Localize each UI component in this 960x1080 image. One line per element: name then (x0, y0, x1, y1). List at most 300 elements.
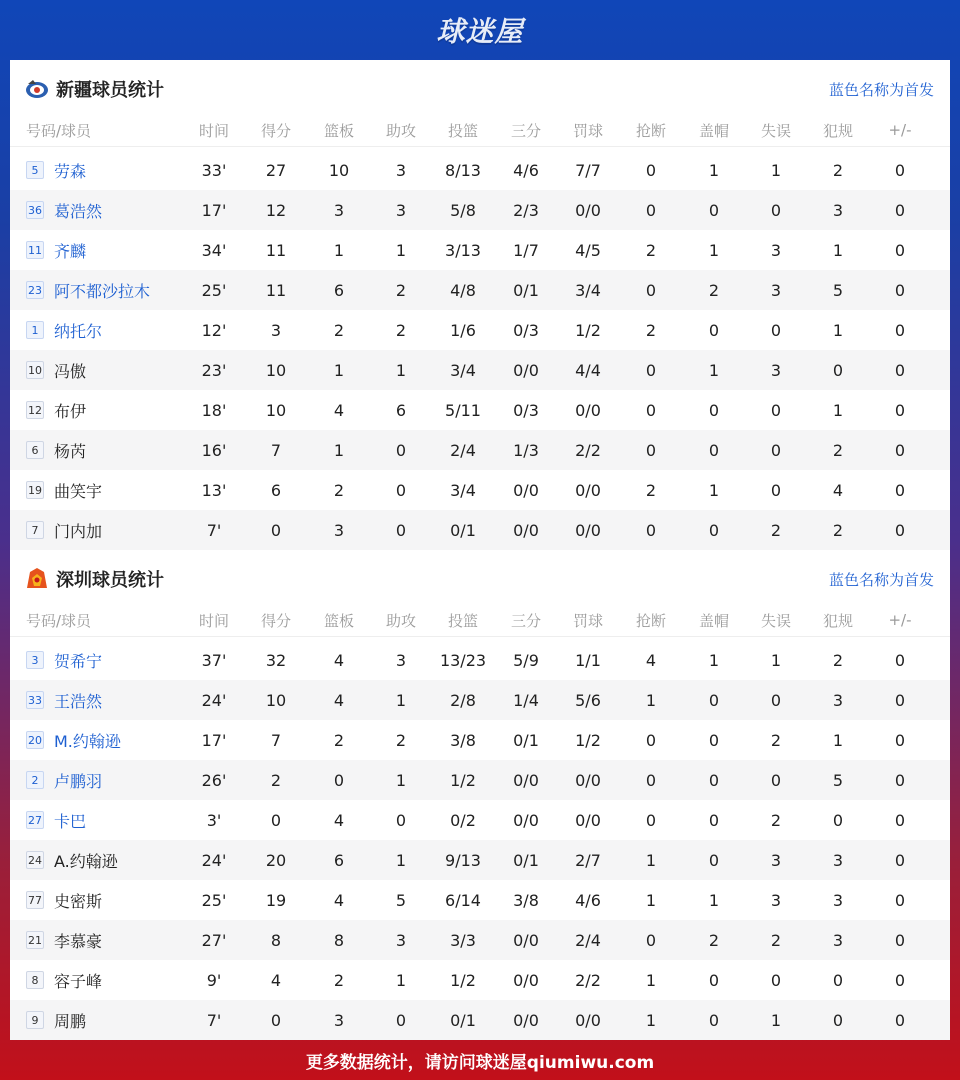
player-cell[interactable] (26, 920, 196, 960)
stat-cell: 0 (894, 240, 906, 260)
stat-cell: 3 (832, 690, 844, 710)
team-name: 新疆球员统计 (56, 80, 164, 101)
player-cell[interactable] (26, 350, 196, 390)
player-row[interactable] (10, 880, 950, 920)
column-header[interactable]: 三分 (510, 121, 541, 140)
stat-cell: 0/1 (450, 1010, 476, 1030)
stat-cell: 2 (770, 810, 782, 830)
stat-cell: 0/1 (513, 280, 539, 300)
column-header[interactable]: 三分 (510, 611, 541, 630)
player-cell[interactable] (26, 840, 196, 880)
column-header-row (10, 114, 950, 147)
jersey-number-badge: 23 (26, 281, 44, 299)
stat-cell: 3/8 (513, 890, 539, 910)
stat-cell: 1 (333, 440, 345, 460)
stat-cell: 25' (201, 890, 227, 910)
stat-cell: 13/23 (439, 650, 487, 670)
stat-cell: 2 (645, 240, 657, 260)
stat-cell: 5 (395, 890, 407, 910)
jersey-number-badge: 8 (26, 971, 44, 989)
stat-cell: 0 (894, 890, 906, 910)
player-name[interactable]: 杨芮 (54, 441, 87, 461)
qiumiwu-logo: 球迷屋 (436, 15, 524, 48)
jersey-number-badge: 5 (26, 161, 44, 179)
player-name[interactable]: 葛浩然 (54, 201, 103, 221)
player-row[interactable] (10, 310, 950, 350)
column-header[interactable]: 投篮 (447, 121, 478, 140)
player-cell[interactable] (26, 800, 196, 840)
stat-cell: 1 (395, 970, 407, 990)
stat-cell: 0 (708, 970, 720, 990)
player-cell[interactable] (26, 390, 196, 430)
stat-cell: 0 (708, 810, 720, 830)
stat-cell: 32 (265, 650, 287, 670)
stat-cell: 0 (770, 770, 782, 790)
player-name[interactable]: 门内加 (54, 521, 103, 541)
player-row[interactable] (10, 390, 950, 430)
stat-cell: 3/4 (450, 480, 476, 500)
stat-cell: 0 (894, 730, 906, 750)
column-header[interactable]: 犯规 (822, 121, 853, 140)
stat-cell: 3 (832, 850, 844, 870)
stat-cell: 1 (333, 360, 345, 380)
player-name[interactable]: 容子峰 (54, 971, 103, 991)
jersey-number-badge: 12 (26, 401, 44, 419)
stat-cell: 0 (708, 400, 720, 420)
stat-cell: 0 (770, 690, 782, 710)
player-cell[interactable] (26, 230, 196, 270)
stat-cell: 1/2 (450, 770, 476, 790)
column-header[interactable]: 抢断 (635, 121, 666, 140)
player-cell[interactable] (26, 960, 196, 1000)
team-section-title (10, 60, 950, 118)
stat-cell: 0 (894, 770, 906, 790)
stat-cell: 33' (201, 160, 227, 180)
stat-cell: 3' (206, 810, 222, 830)
stat-cell: 1 (708, 160, 720, 180)
stat-cell: 1 (708, 650, 720, 670)
stat-cell: 1 (832, 730, 844, 750)
column-header[interactable]: 失误 (760, 121, 791, 140)
stat-cell: 37' (201, 650, 227, 670)
stat-cell: 34' (201, 240, 227, 260)
stat-cell: 11 (265, 280, 287, 300)
stat-cell: 2 (770, 520, 782, 540)
stat-cell: 0 (645, 730, 657, 750)
column-header[interactable]: 罚球 (572, 121, 603, 140)
player-name[interactable]: 曲笑宇 (54, 481, 103, 501)
player-row[interactable] (10, 640, 950, 680)
stat-cell: 0 (894, 520, 906, 540)
player-cell[interactable] (26, 150, 196, 190)
stat-cell: 13' (201, 480, 227, 500)
stat-cell: 17' (201, 200, 227, 220)
column-header[interactable]: 篮板 (323, 121, 354, 140)
stat-cell: 0 (708, 1010, 720, 1030)
stat-cell: 0/0 (575, 480, 601, 500)
stat-cell: 6/14 (445, 890, 481, 910)
player-row[interactable] (10, 760, 950, 800)
player-name[interactable]: 卡巴 (54, 811, 87, 831)
stat-cell: 8 (270, 930, 282, 950)
stat-cell: 1/6 (450, 320, 476, 340)
jersey-number-badge: 33 (26, 691, 44, 709)
stat-cell: 1 (770, 1010, 782, 1030)
player-cell[interactable] (26, 190, 196, 230)
player-cell[interactable] (26, 270, 196, 310)
stat-cell: 0 (645, 930, 657, 950)
player-row[interactable] (10, 720, 950, 760)
stat-cell: 0 (894, 160, 906, 180)
player-name[interactable]: 冯傲 (54, 361, 87, 381)
jersey-number-badge: 3 (26, 651, 44, 669)
stat-cell: 0 (708, 730, 720, 750)
jersey-number-badge: 19 (26, 481, 44, 499)
column-header[interactable]: 时间 (198, 611, 229, 630)
column-header[interactable]: +/- (888, 611, 912, 629)
player-row[interactable] (10, 470, 950, 510)
stat-cell: 3 (770, 280, 782, 300)
stat-cell: 0 (832, 970, 844, 990)
player-name[interactable]: 布伊 (54, 401, 87, 421)
stat-cell: 0/0 (513, 770, 539, 790)
stat-cell: 0 (333, 770, 345, 790)
stat-cell: 2 (770, 930, 782, 950)
stat-cell: 2 (645, 480, 657, 500)
stat-cell: 0/0 (513, 360, 539, 380)
stat-cell: 0 (770, 480, 782, 500)
jersey-number-badge: 6 (26, 441, 44, 459)
player-cell[interactable] (26, 510, 196, 550)
stat-cell: 25' (201, 280, 227, 300)
stat-cell: 1 (832, 320, 844, 340)
stat-cell: 0 (894, 400, 906, 420)
player-row[interactable] (10, 510, 950, 550)
stat-cell: 1 (395, 240, 407, 260)
stat-cell: 3/13 (445, 240, 481, 260)
stat-cell: 1 (395, 850, 407, 870)
stat-cell: 2 (333, 970, 345, 990)
stat-cell: 4/6 (513, 160, 539, 180)
stat-cell: 2 (832, 650, 844, 670)
stat-cell: 1 (770, 650, 782, 670)
column-header[interactable]: 失误 (760, 611, 791, 630)
stat-cell: 23' (201, 360, 227, 380)
starter-legend-note: 蓝色名称为首发 (828, 80, 934, 99)
stat-cell: 0/0 (513, 480, 539, 500)
stat-cell: 1 (832, 400, 844, 420)
stat-cell: 0 (395, 810, 407, 830)
stat-cell: 9/13 (445, 850, 481, 870)
player-row[interactable] (10, 920, 950, 960)
stat-cell: 0 (770, 200, 782, 220)
player-cell[interactable] (26, 760, 196, 800)
column-header[interactable]: 号码/球员 (26, 611, 92, 630)
stat-cell: 8/13 (445, 160, 481, 180)
stat-cell: 3/3 (450, 930, 476, 950)
team-section-title (10, 550, 950, 608)
stat-cell: 0/3 (513, 320, 539, 340)
player-row[interactable] (10, 190, 950, 230)
player-name[interactable]: 周鹏 (54, 1011, 87, 1031)
column-header[interactable]: 时间 (198, 121, 229, 140)
stat-cell: 0/0 (513, 520, 539, 540)
stat-cell: 0/0 (513, 930, 539, 950)
stat-cell: 0 (395, 1010, 407, 1030)
stat-cell: 3 (832, 890, 844, 910)
stat-cell: 4 (333, 890, 345, 910)
stat-cell: 2 (395, 730, 407, 750)
footer-banner[interactable]: 更多数据统计，请访问球迷屋qiumiwu.com (305, 1052, 655, 1073)
stat-cell: 10 (328, 160, 350, 180)
stat-cell: 0 (894, 650, 906, 670)
stat-cell: 3 (770, 360, 782, 380)
stat-cell: 19 (265, 890, 287, 910)
stat-cell: 5/6 (575, 690, 601, 710)
stat-cell: 0 (770, 440, 782, 460)
stat-cell: 1 (645, 970, 657, 990)
stat-cell: 2 (708, 930, 720, 950)
stat-cell: 1 (395, 690, 407, 710)
stat-cell: 0 (770, 970, 782, 990)
stat-cell: 2 (708, 280, 720, 300)
jersey-number-badge: 7 (26, 521, 44, 539)
stat-cell: 2 (333, 480, 345, 500)
column-header[interactable]: +/- (888, 121, 912, 139)
stat-cell: 0 (708, 520, 720, 540)
stat-cell: 1/2 (450, 970, 476, 990)
player-row[interactable] (10, 350, 950, 390)
stat-cell: 2/4 (450, 440, 476, 460)
jersey-number-badge: 1 (26, 321, 44, 339)
stat-cell: 0 (708, 850, 720, 870)
stat-cell: 0 (270, 810, 282, 830)
jersey-number-badge: 2 (26, 771, 44, 789)
stat-cell: 1 (395, 360, 407, 380)
column-header[interactable]: 犯规 (822, 611, 853, 630)
player-name[interactable]: 史密斯 (54, 891, 103, 911)
stat-cell: 0/0 (575, 1010, 601, 1030)
stat-cell: 0 (832, 810, 844, 830)
stat-cell: 3 (333, 520, 345, 540)
stat-cell: 0/1 (513, 850, 539, 870)
stat-cell: 9' (206, 970, 222, 990)
stat-cell: 0/1 (513, 730, 539, 750)
stat-cell: 1 (708, 240, 720, 260)
stat-cell: 1 (645, 690, 657, 710)
stat-cell: 0 (894, 690, 906, 710)
stat-cell: 3 (395, 930, 407, 950)
stat-cell: 2/2 (575, 970, 601, 990)
player-name[interactable]: 卢鹏羽 (54, 771, 103, 791)
player-row[interactable] (10, 150, 950, 190)
player-cell[interactable] (26, 640, 196, 680)
stat-cell: 2 (645, 320, 657, 340)
stat-cell: 0 (708, 200, 720, 220)
stat-cell: 0 (270, 1010, 282, 1030)
player-row[interactable] (10, 230, 950, 270)
stat-cell: 2/2 (575, 440, 601, 460)
stat-cell: 8 (333, 930, 345, 950)
stat-cell: 1/7 (513, 240, 539, 260)
stat-cell: 0 (645, 400, 657, 420)
player-name[interactable]: 贺希宁 (54, 651, 103, 671)
stat-cell: 26' (201, 770, 227, 790)
stat-cell: 4 (333, 650, 345, 670)
stat-cell: 3 (395, 650, 407, 670)
stat-cell: 0 (770, 400, 782, 420)
player-row[interactable] (10, 680, 950, 720)
stat-cell: 0 (832, 360, 844, 380)
player-cell[interactable] (26, 430, 196, 470)
player-name[interactable]: 王浩然 (54, 691, 103, 711)
player-cell[interactable] (26, 880, 196, 920)
player-row[interactable] (10, 960, 950, 1000)
stat-cell: 7' (206, 1010, 222, 1030)
stat-cell: 4 (333, 810, 345, 830)
stat-cell: 6 (270, 480, 282, 500)
player-cell[interactable] (26, 720, 196, 760)
stat-cell: 1 (708, 480, 720, 500)
stat-cell: 3/4 (575, 280, 601, 300)
stat-cell: 1 (333, 240, 345, 260)
stat-cell: 27' (201, 930, 227, 950)
stat-cell: 3/4 (450, 360, 476, 380)
stat-cell: 5 (832, 770, 844, 790)
stat-cell: 0 (894, 280, 906, 300)
stat-cell: 0/0 (575, 200, 601, 220)
stat-cell: 0 (894, 850, 906, 870)
stat-cell: 0 (770, 320, 782, 340)
stat-cell: 0 (395, 520, 407, 540)
stat-cell: 7' (206, 520, 222, 540)
player-row[interactable] (10, 800, 950, 840)
stat-cell: 1/2 (575, 730, 601, 750)
stat-cell: 2/3 (513, 200, 539, 220)
stat-cell: 0 (832, 1010, 844, 1030)
column-header-row (10, 604, 950, 637)
jersey-number-badge: 36 (26, 201, 44, 219)
stat-cell: 1 (708, 890, 720, 910)
player-row[interactable] (10, 270, 950, 310)
player-name[interactable]: 阿不都沙拉木 (54, 281, 151, 301)
stat-cell: 2/8 (450, 690, 476, 710)
stat-cell: 7 (270, 730, 282, 750)
stat-cell: 6 (395, 400, 407, 420)
stat-cell: 4 (645, 650, 657, 670)
stat-cell: 3 (770, 240, 782, 260)
stat-cell: 0 (894, 320, 906, 340)
stat-cell: 0/0 (575, 520, 601, 540)
column-header[interactable]: 篮板 (323, 611, 354, 630)
stat-cell: 0 (894, 810, 906, 830)
jersey-number-badge: 20 (26, 731, 44, 749)
player-cell[interactable] (26, 470, 196, 510)
stat-cell: 0 (894, 440, 906, 460)
stat-cell: 3 (770, 850, 782, 870)
column-header[interactable]: 得分 (260, 121, 291, 140)
stat-cell: 4 (270, 970, 282, 990)
stat-cell: 5/9 (513, 650, 539, 670)
stat-cell: 0 (645, 360, 657, 380)
stat-cell: 0/3 (513, 400, 539, 420)
stat-cell: 4 (333, 400, 345, 420)
stat-cell: 24' (201, 690, 227, 710)
stat-cell: 1 (645, 1010, 657, 1030)
stat-cell: 0 (645, 160, 657, 180)
player-name[interactable]: 李慕豪 (54, 931, 103, 951)
box-score-panel (10, 60, 950, 1040)
stat-cell: 4/4 (575, 360, 601, 380)
stat-cell: 0/0 (513, 970, 539, 990)
stat-cell: 10 (265, 360, 287, 380)
player-name[interactable]: M.约翰逊 (54, 731, 121, 751)
jersey-number-badge: 24 (26, 851, 44, 869)
stat-cell: 17' (201, 730, 227, 750)
column-header[interactable]: 助攻 (385, 611, 416, 630)
stat-cell: 2 (333, 320, 345, 340)
column-header[interactable]: 得分 (260, 611, 291, 630)
stat-cell: 20 (265, 850, 287, 870)
stat-cell: 0 (894, 200, 906, 220)
stat-cell: 0/0 (575, 400, 601, 420)
stat-cell: 0 (645, 200, 657, 220)
stat-cell: 4/6 (575, 890, 601, 910)
stat-cell: 1/3 (513, 440, 539, 460)
player-name[interactable]: 齐麟 (54, 241, 87, 261)
column-header[interactable]: 投篮 (447, 611, 478, 630)
stat-cell: 4/5 (575, 240, 601, 260)
stat-cell: 1 (645, 890, 657, 910)
stat-cell: 12' (201, 320, 227, 340)
player-name[interactable]: 劳森 (54, 161, 87, 181)
player-cell[interactable] (26, 310, 196, 350)
player-row[interactable] (10, 1000, 950, 1040)
player-cell[interactable] (26, 680, 196, 720)
stat-cell: 0/0 (513, 1010, 539, 1030)
jersey-number-badge: 9 (26, 1011, 44, 1029)
column-header[interactable]: 盖帽 (698, 121, 729, 140)
stat-cell: 3 (270, 320, 282, 340)
stat-cell: 10 (265, 690, 287, 710)
stat-cell: 16' (201, 440, 227, 460)
stat-cell: 1 (770, 160, 782, 180)
column-header[interactable]: 助攻 (385, 121, 416, 140)
player-row[interactable] (10, 430, 950, 470)
stat-cell: 6 (333, 280, 345, 300)
player-cell[interactable] (26, 1000, 196, 1040)
stat-cell: 1 (708, 360, 720, 380)
column-header[interactable]: 号码/球员 (26, 121, 92, 140)
team-name: 深圳球员统计 (56, 570, 164, 591)
stat-cell: 3 (333, 1010, 345, 1030)
stat-cell: 2 (333, 730, 345, 750)
stat-cell: 2/7 (575, 850, 601, 870)
player-name[interactable]: 纳托尔 (54, 321, 103, 341)
column-header[interactable]: 盖帽 (698, 611, 729, 630)
stat-cell: 0/0 (575, 770, 601, 790)
starter-legend-note: 蓝色名称为首发 (828, 570, 934, 589)
jersey-number-badge: 10 (26, 361, 44, 379)
jersey-number-badge: 77 (26, 891, 44, 909)
stat-cell: 3/8 (450, 730, 476, 750)
stat-cell: 0 (708, 690, 720, 710)
player-row[interactable] (10, 840, 950, 880)
stat-cell: 0 (708, 770, 720, 790)
column-header[interactable]: 罚球 (572, 611, 603, 630)
column-header[interactable]: 抢断 (635, 611, 666, 630)
player-name[interactable]: A.约翰逊 (54, 851, 118, 871)
